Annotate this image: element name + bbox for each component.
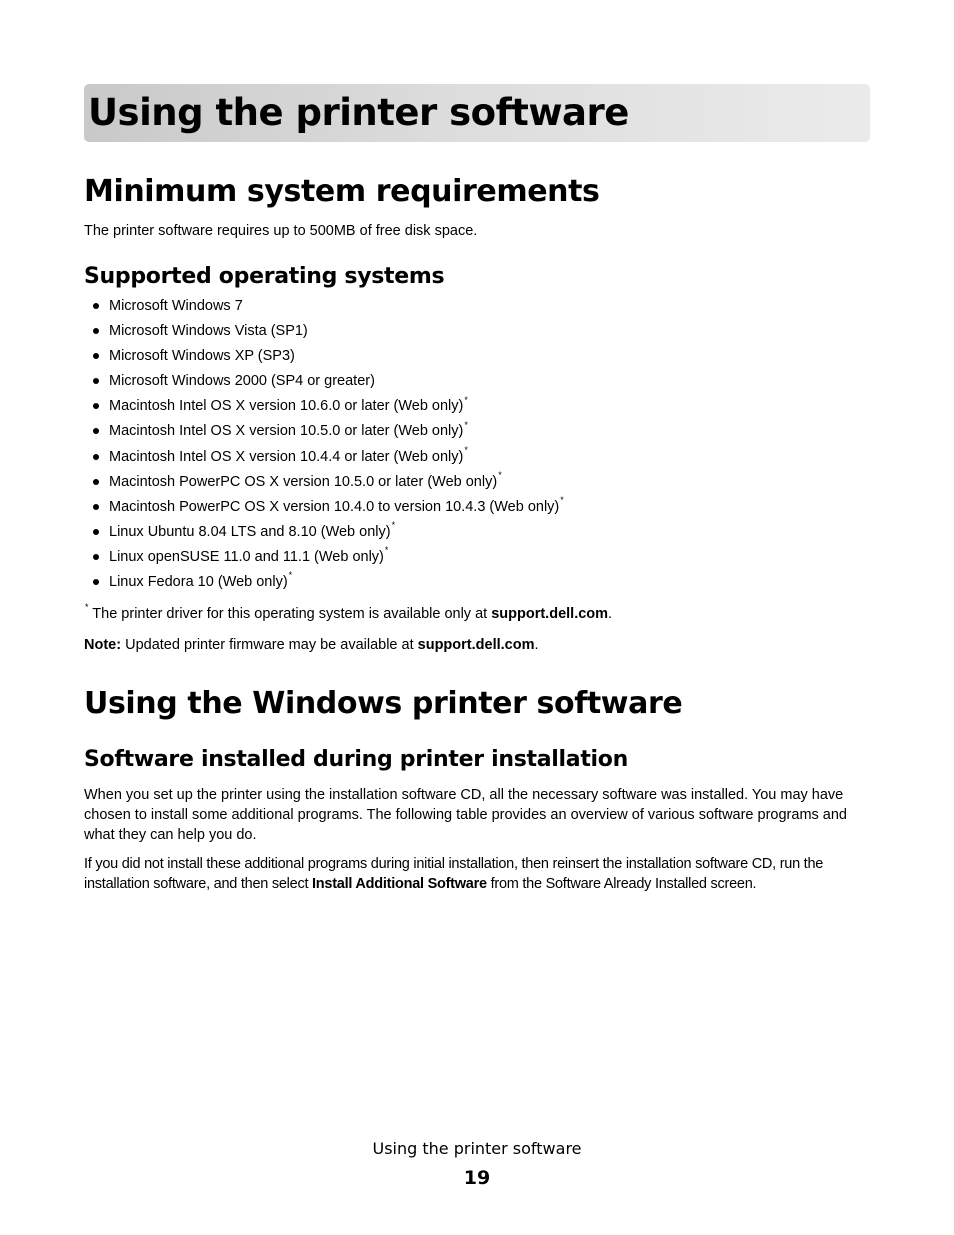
bullet-icon [93, 554, 99, 560]
note-text: Updated printer firmware may be available at [121, 637, 418, 653]
os-list-item [84, 371, 564, 396]
footnote-mark: * [464, 419, 468, 430]
footnote-mark: * [288, 570, 293, 581]
os-list-item [84, 346, 564, 371]
note-link[interactable]: support.dell.com [417, 637, 535, 653]
bullet-icon [93, 378, 99, 384]
os-list-item [84, 444, 564, 472]
os-item-label: Linux openSUSE 11.0 and 11.1 (Web only) [109, 548, 384, 565]
os-item-label: Linux Fedora 10 (Web only) [109, 574, 288, 591]
paragraph-install-overview: When you set up the printer using the installation software CD, all the necessary software was installed. You may have chosen to install some additional programs. The following table provides an overview of various software programs and what they can help you do. [84, 787, 847, 843]
bullet-icon [93, 403, 99, 409]
chapter-title: Using the printer software [88, 91, 629, 134]
os-list-item [84, 494, 564, 522]
bullet-icon [93, 328, 99, 334]
subheading-software-installed: Software installed during printer installation [84, 747, 628, 772]
subheading-supported-os: Supported operating systems [84, 264, 445, 289]
bullet-icon [93, 529, 99, 535]
section-heading-requirements: Minimum system requirements [84, 174, 600, 209]
bullet-icon [93, 428, 99, 434]
footnote-mark: * [384, 545, 389, 556]
note [84, 635, 539, 655]
os-item-label: Macintosh Intel OS X version 10.5.0 or later (Web only) [109, 423, 464, 440]
bullet-icon [93, 454, 99, 460]
footnote-mark: * [391, 520, 396, 531]
os-list-item [84, 421, 564, 446]
bullet-icon [93, 303, 99, 309]
os-list-item [84, 321, 564, 346]
os-item-label: Macintosh Intel OS X version 10.4.4 or later (Web only) [109, 448, 464, 465]
bullet-icon [93, 579, 99, 585]
os-list-item [84, 522, 564, 547]
os-item-label: Microsoft Windows XP (SP3) [109, 348, 295, 365]
footnote-mark: * [85, 602, 89, 613]
paragraph-reinstall [84, 854, 870, 894]
install-additional-software-label: Install Additional Software [312, 876, 487, 892]
footnote-text: The printer driver for this operating system is available only at [88, 606, 492, 622]
disk-space-text: The printer software requires up to 500MB of free disk space. [84, 223, 478, 239]
os-item-label: Macintosh PowerPC OS X version 10.4.0 to version 10.4.3 (Web only) [109, 498, 560, 515]
footnote-mark: * [560, 494, 564, 505]
chapter-banner [84, 84, 870, 142]
bullet-icon [93, 353, 99, 359]
os-list-item [84, 469, 564, 497]
os-list-item [84, 547, 564, 572]
bullet-icon [93, 479, 99, 485]
note-label: Note: [84, 637, 122, 653]
os-item-label: Microsoft Windows 2000 (SP4 or greater) [109, 373, 375, 390]
os-list [84, 296, 564, 597]
footnote-mark: * [464, 394, 468, 405]
footnote [84, 604, 612, 624]
os-item-label: Microsoft Windows 7 [109, 298, 243, 314]
footnote-link[interactable]: support.dell.com [491, 606, 609, 622]
footnote-mark: * [464, 444, 468, 455]
os-item-label: Microsoft Windows Vista (SP1) [109, 323, 308, 340]
os-list-item [84, 396, 564, 421]
os-item-label: Macintosh PowerPC OS X version 10.5.0 or later (Web only) [109, 473, 498, 490]
paragraph-reinstall-text: If you did not install these additional programs during initial installation, then reinsert the installation software CD, run the installation software, and then select [84, 856, 824, 892]
paragraph-reinstall-end: from the Software Already Installed screen. [486, 876, 757, 892]
footnote-mark: * [498, 469, 502, 480]
bullet-icon [93, 504, 99, 510]
footer-title: Using the printer software [372, 1139, 582, 1158]
os-list-item [84, 296, 564, 321]
os-item-label: Linux Ubuntu 8.04 LTS and 8.10 (Web only) [109, 523, 391, 540]
os-list-item [84, 572, 564, 597]
note-period: . [534, 637, 539, 653]
os-item-label: Macintosh Intel OS X version 10.6.0 or later (Web only) [109, 398, 464, 415]
footnote-period: . [608, 606, 613, 622]
section-heading-windows: Using the Windows printer software [84, 686, 683, 721]
page-number: 19 [463, 1167, 491, 1189]
